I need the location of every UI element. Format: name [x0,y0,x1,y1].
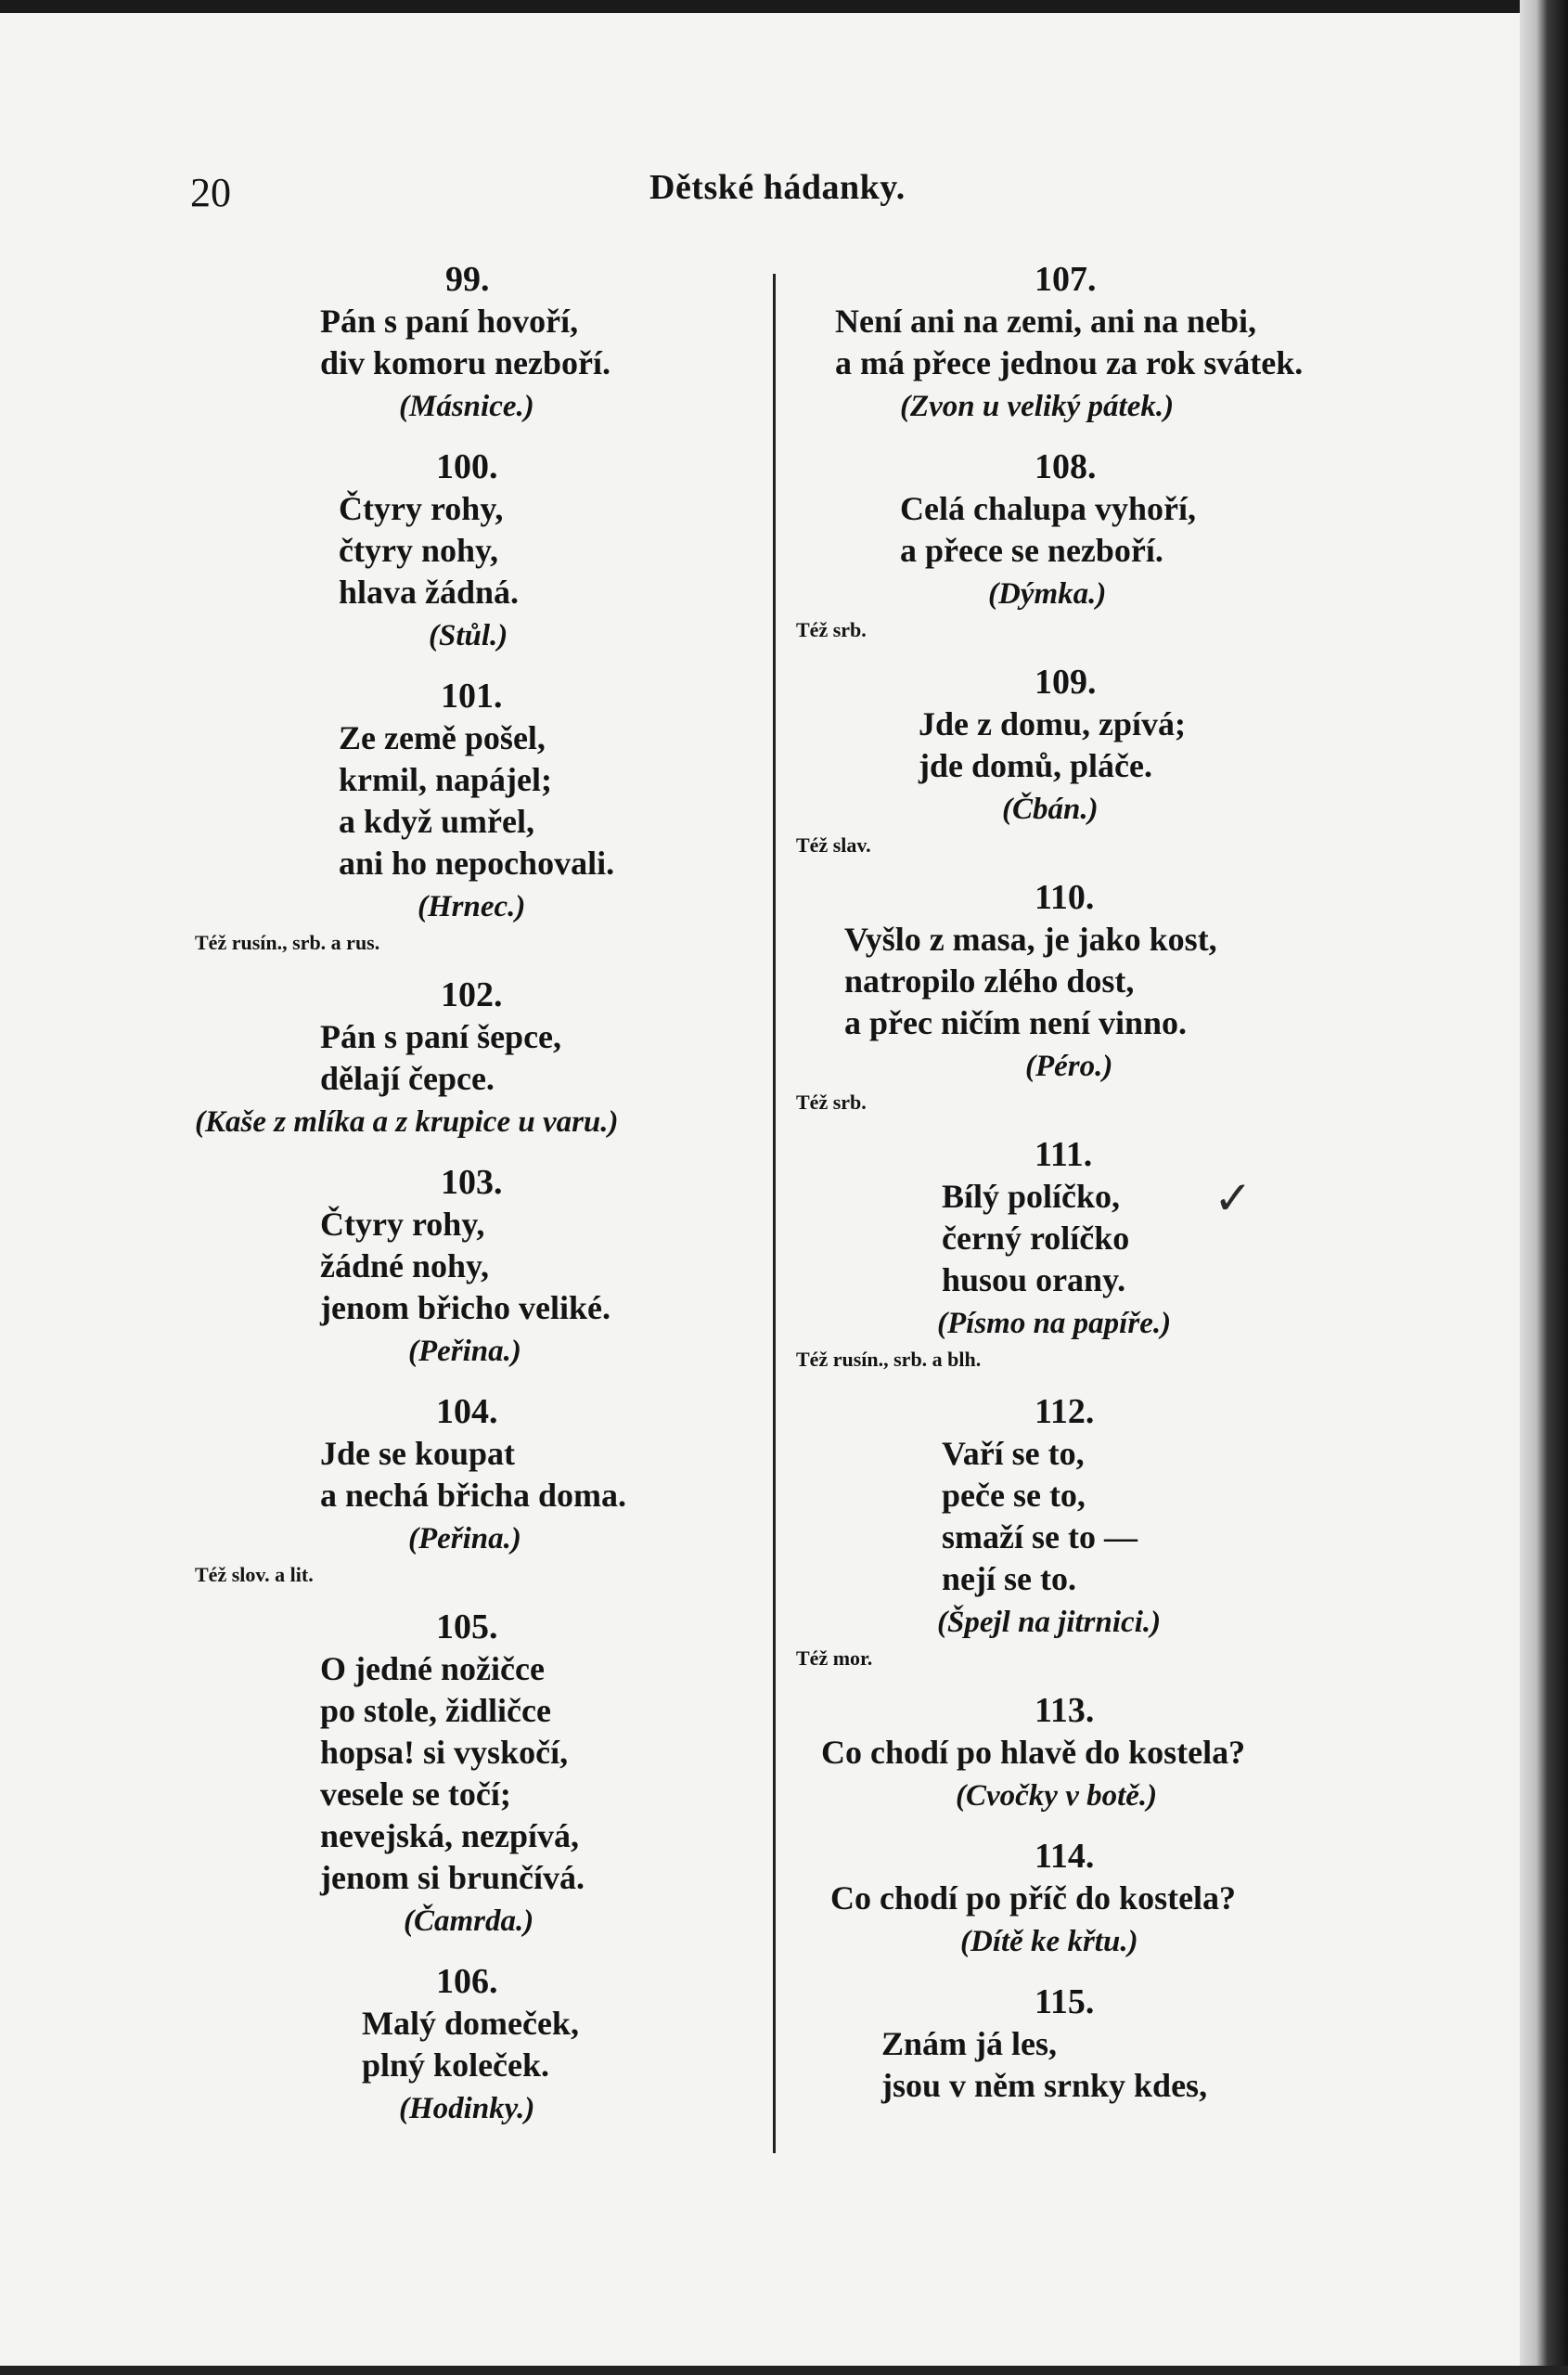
riddle-line: Vaří se to, [942,1435,1085,1472]
riddle-answer: (Kaše z mlíka a z krupice u varu.) [195,1105,619,1139]
riddle-line: Bílý políčko, [942,1178,1121,1215]
riddle-note: Též slav. [796,833,871,857]
riddle-106 [186,1960,770,2131]
running-head: Dětské hádanky. [649,168,906,207]
riddle-note: Též rusín., srb. a rus. [195,931,380,954]
riddle-note: Též mor. [796,1646,873,1670]
riddle-answer: (Peřina.) [408,1335,521,1368]
scan-binding-edge [1520,0,1568,2375]
riddle-line: Co chodí po hlavě do kostela? [821,1734,1246,1771]
riddle-answer: (Hrnec.) [418,890,526,923]
riddle-line: Není ani na zemi, ani na nebi, [835,303,1257,340]
riddle-line: černý rolíčko [942,1220,1130,1257]
riddle-answer: (Hodinky.) [399,2092,535,2125]
riddle-answer: (Másnice.) [399,390,534,423]
riddle-number: 111. [1035,1135,1093,1174]
riddle-108 [789,445,1382,644]
riddle-line: po stole, židličce [320,1692,551,1729]
riddle-110 [789,876,1382,1117]
riddle-note: Též rusín., srb. a blh. [796,1348,982,1371]
riddle-line: krmil, napájel; [339,761,552,798]
scan-top-edge [0,0,1568,13]
riddle-line: nejí se to. [942,1560,1076,1597]
riddle-line: Znám já les, [881,2025,1057,2062]
riddle-100 [186,445,770,658]
riddle-number: 108. [1035,447,1097,486]
riddle-line: hopsa! si vyskočí, [320,1734,569,1771]
riddle-number: 102. [441,975,503,1014]
riddle-line: Celá chalupa vyhoří, [900,490,1197,527]
riddle-answer: (Cvočky v botě.) [956,1779,1158,1813]
riddle-answer: (Zvon u veliký pátek.) [900,390,1175,423]
riddle-line: plný koleček. [362,2046,550,2084]
riddle-number: 113. [1035,1691,1095,1730]
riddle-line: peče se to, [942,1477,1086,1514]
riddle-line: žádné nohy, [320,1247,490,1284]
riddle-number: 106. [436,1962,498,2001]
riddle-115 [789,1981,1382,2107]
riddle-114 [789,1835,1382,1964]
riddle-line: Jde se koupat [320,1435,516,1472]
riddle-line: jsou v něm srnky kdes, [881,2067,1208,2104]
riddle-line: jenom břicho veliké. [320,1289,610,1326]
riddle-112 [789,1390,1382,1672]
riddle-line: vesele se točí; [320,1775,511,1813]
riddle-line: a nechá břicha doma. [320,1477,627,1514]
riddle-line: Jde z domu, zpívá; [919,705,1186,742]
left-column [186,258,770,2131]
riddle-number: 100. [436,447,498,486]
riddle-line: Ze země pošel, [339,719,546,756]
riddle-line: smaží se to — [942,1518,1137,1555]
column-divider [773,274,776,2153]
riddle-answer: (Čamrda.) [404,1904,534,1938]
riddle-number: 107. [1035,260,1097,299]
riddle-answer: (Stůl.) [429,619,508,652]
riddle-line: Co chodí po příč do kostela? [830,1879,1237,1917]
riddle-line: čtyry nohy, [339,532,499,569]
page-number: 20 [190,170,231,215]
riddle-113 [789,1689,1382,1818]
riddle-line: natropilo zlého dost, [844,962,1135,1000]
riddle-answer: (Péro.) [1025,1050,1113,1083]
riddle-107 [789,258,1382,429]
riddle-number: 105. [436,1607,498,1646]
riddle-109 [789,661,1382,859]
riddle-line: Vyšlo z masa, je jako kost, [844,921,1217,958]
riddle-number: 101. [441,677,503,716]
riddle-note: Též srb. [796,1091,867,1114]
riddle-line: a má přece jednou za rok svátek. [835,344,1304,381]
riddle-answer: (Dítě ke křtu.) [960,1925,1138,1958]
riddle-103 [186,1161,770,1374]
pencil-check-mark: ✓ [1214,1171,1253,1225]
riddle-line: a přece se nezboří. [900,532,1163,569]
riddle-line: ani ho nepochovali. [339,845,615,882]
riddle-number: 109. [1035,663,1097,702]
riddle-line: husou orany. [942,1261,1126,1298]
riddle-number: 114. [1035,1837,1095,1876]
riddle-note: Též slov. a lit. [195,1563,314,1586]
riddle-answer: (Dýmka.) [988,577,1107,611]
riddle-number: 103. [441,1163,503,1202]
riddle-line: Pán s paní hovoří, [320,303,579,340]
riddle-line: jde domů, pláče. [919,747,1152,784]
riddle-line: jenom si brunčívá. [320,1859,585,1896]
riddle-number: 99. [445,260,490,299]
riddle-99 [186,258,770,429]
riddle-answer: (Čbán.) [1002,793,1099,826]
riddle-line: nevejská, nezpívá, [320,1817,579,1854]
riddle-line: a když umřel, [339,803,534,840]
riddle-line: Čtyry rohy, [339,490,504,527]
riddle-number: 104. [436,1392,498,1431]
riddle-104 [186,1390,770,1589]
riddle-111 [789,1133,1382,1374]
riddle-number: 115. [1035,1982,1095,2021]
riddle-line: div komoru nezboří. [320,344,611,381]
riddle-number: 112. [1035,1392,1095,1431]
riddle-line: dělají čepce. [320,1060,495,1097]
riddle-line: O jedné nožičce [320,1650,545,1687]
riddle-102 [186,974,770,1144]
riddle-101 [186,675,770,957]
right-column [789,258,1382,2107]
riddle-line: Malý domeček, [362,2005,579,2042]
riddle-note: Též srb. [796,618,867,641]
riddle-line: hlava žádná. [339,574,520,611]
riddle-line: a přec ničím není vinno. [844,1004,1188,1041]
riddle-answer: (Peřina.) [408,1522,521,1555]
riddle-105 [186,1606,770,1943]
riddle-line: Pán s paní šepce, [320,1018,562,1055]
riddle-answer: (Špejl na jitrnici.) [937,1606,1162,1639]
riddle-line: Čtyry rohy, [320,1206,485,1243]
scan-bottom-edge [0,2366,1568,2375]
riddle-answer: (Písmo na papíře.) [937,1307,1172,1340]
riddle-number: 110. [1035,878,1095,917]
